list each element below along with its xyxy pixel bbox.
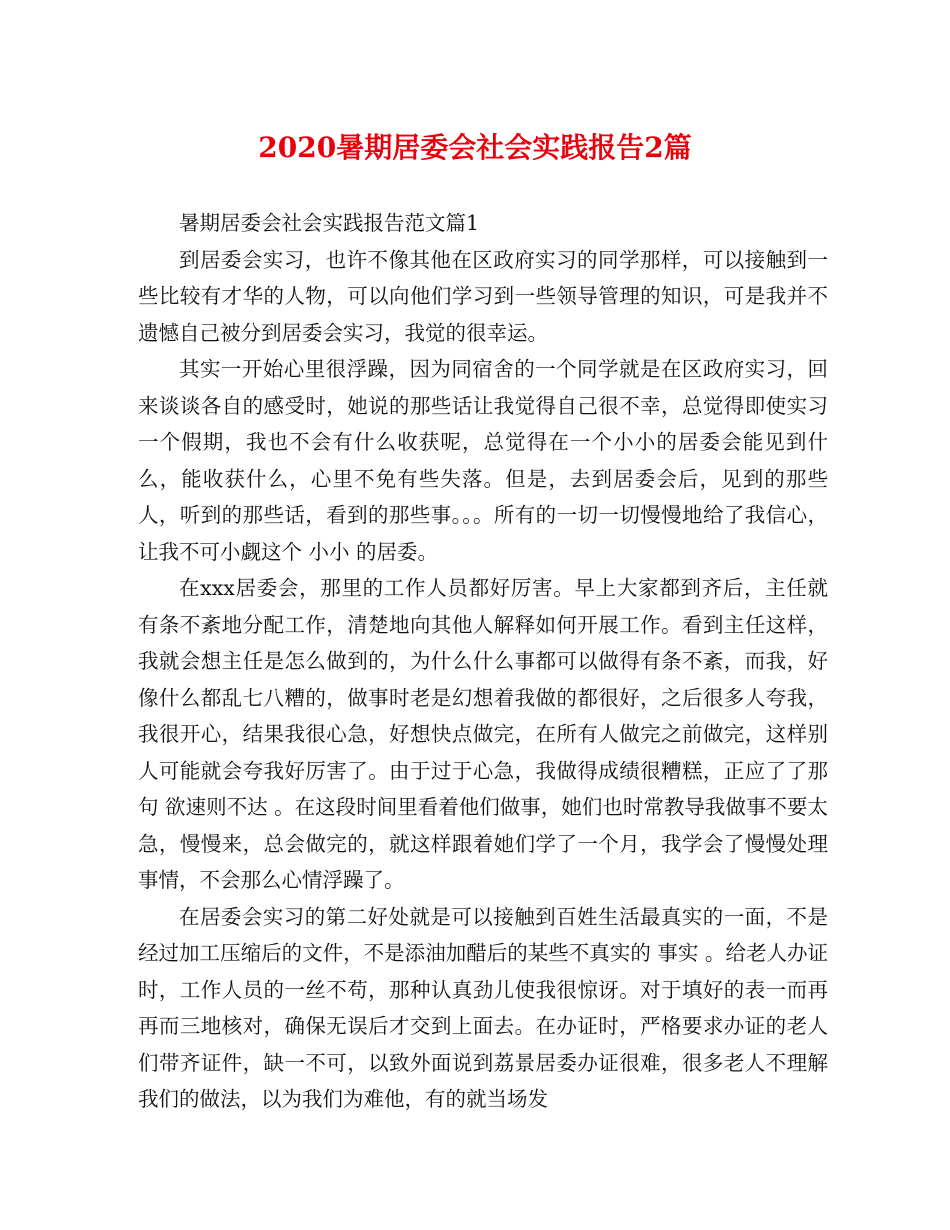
document-title: 2020暑期居委会社会实践报告2篇 (258, 131, 692, 164)
paragraph-3: 在xxx居委会，那里的工作人员都好厉害。早上大家都到齐后，主任就有条不紊地分配工作，清楚地向其他人解释如何开展工作。看到主任这样，我就会想主任是怎么做到的，为什么什么事都可以做得有条不紊，而我，好像什么都乱七八糟的，做事时老是幻想着我做的都很好，之后很多人夸我，我很开心，结果我很心急，好想快点做完，在所有人做完之前做完，这样别人可能就会夸我好厉害了。由于过于心急，我做得成绩很糟糕，正应了了那句 欲速则不达 。在这段时间里看着他们做事，她们也时常教导我做事不要太急，慢慢来，总会做完的，就这样跟着她们学了一个月，我学会了慢慢处理事情，不会那么心情浮躁了。 (138, 576, 828, 892)
paragraph-1: 到居委会实习，也许不像其他在区政府实习的同学那样，可以接触到一些比较有才华的人物，可以向他们学习到一些领导管理的知识，可是我并不遗憾自己被分到居委会实习，我觉的很幸运。 (138, 247, 828, 345)
paragraph-2: 其实一开始心里很浮躁，因为同宿舍的一个同学就是在区政府实习，回来谈谈各自的感受时，她说的那些话让我觉得自己很不幸，总觉得即使实习一个假期，我也不会有什么收获呢，总觉得在一个小小的居委会能见到什么，能收获什么，心里不免有些失落。但是，去到居委会后，见到的那些人，听到的那些话，看到的那些事。。。所有的一切一切慢慢地给了我信心，让我不可小觑这个 小小 的居委。 (138, 357, 828, 564)
paragraph-4: 在居委会实习的第二好处就是可以接触到百姓生活最真实的一面，不是经过加工压缩后的文件，不是添油加醋后的某些不真实的 事实 。给老人办证时，工作人员的一丝不苟，那种认真劲儿使我很惊讶。对于填好的表一而再再而三地核对，确保无误后才交到上面去。在办证时，严格要求办证的老人们带齐证件，缺一不可，以致外面说到荔景居委办证很难，很多老人不理解我们的做法，以为我们为难他，有的就当场发 (138, 904, 828, 1111)
section-heading: 暑期居委会社会实践报告范文篇1 (179, 211, 480, 235)
document-body (138, 205, 828, 1118)
